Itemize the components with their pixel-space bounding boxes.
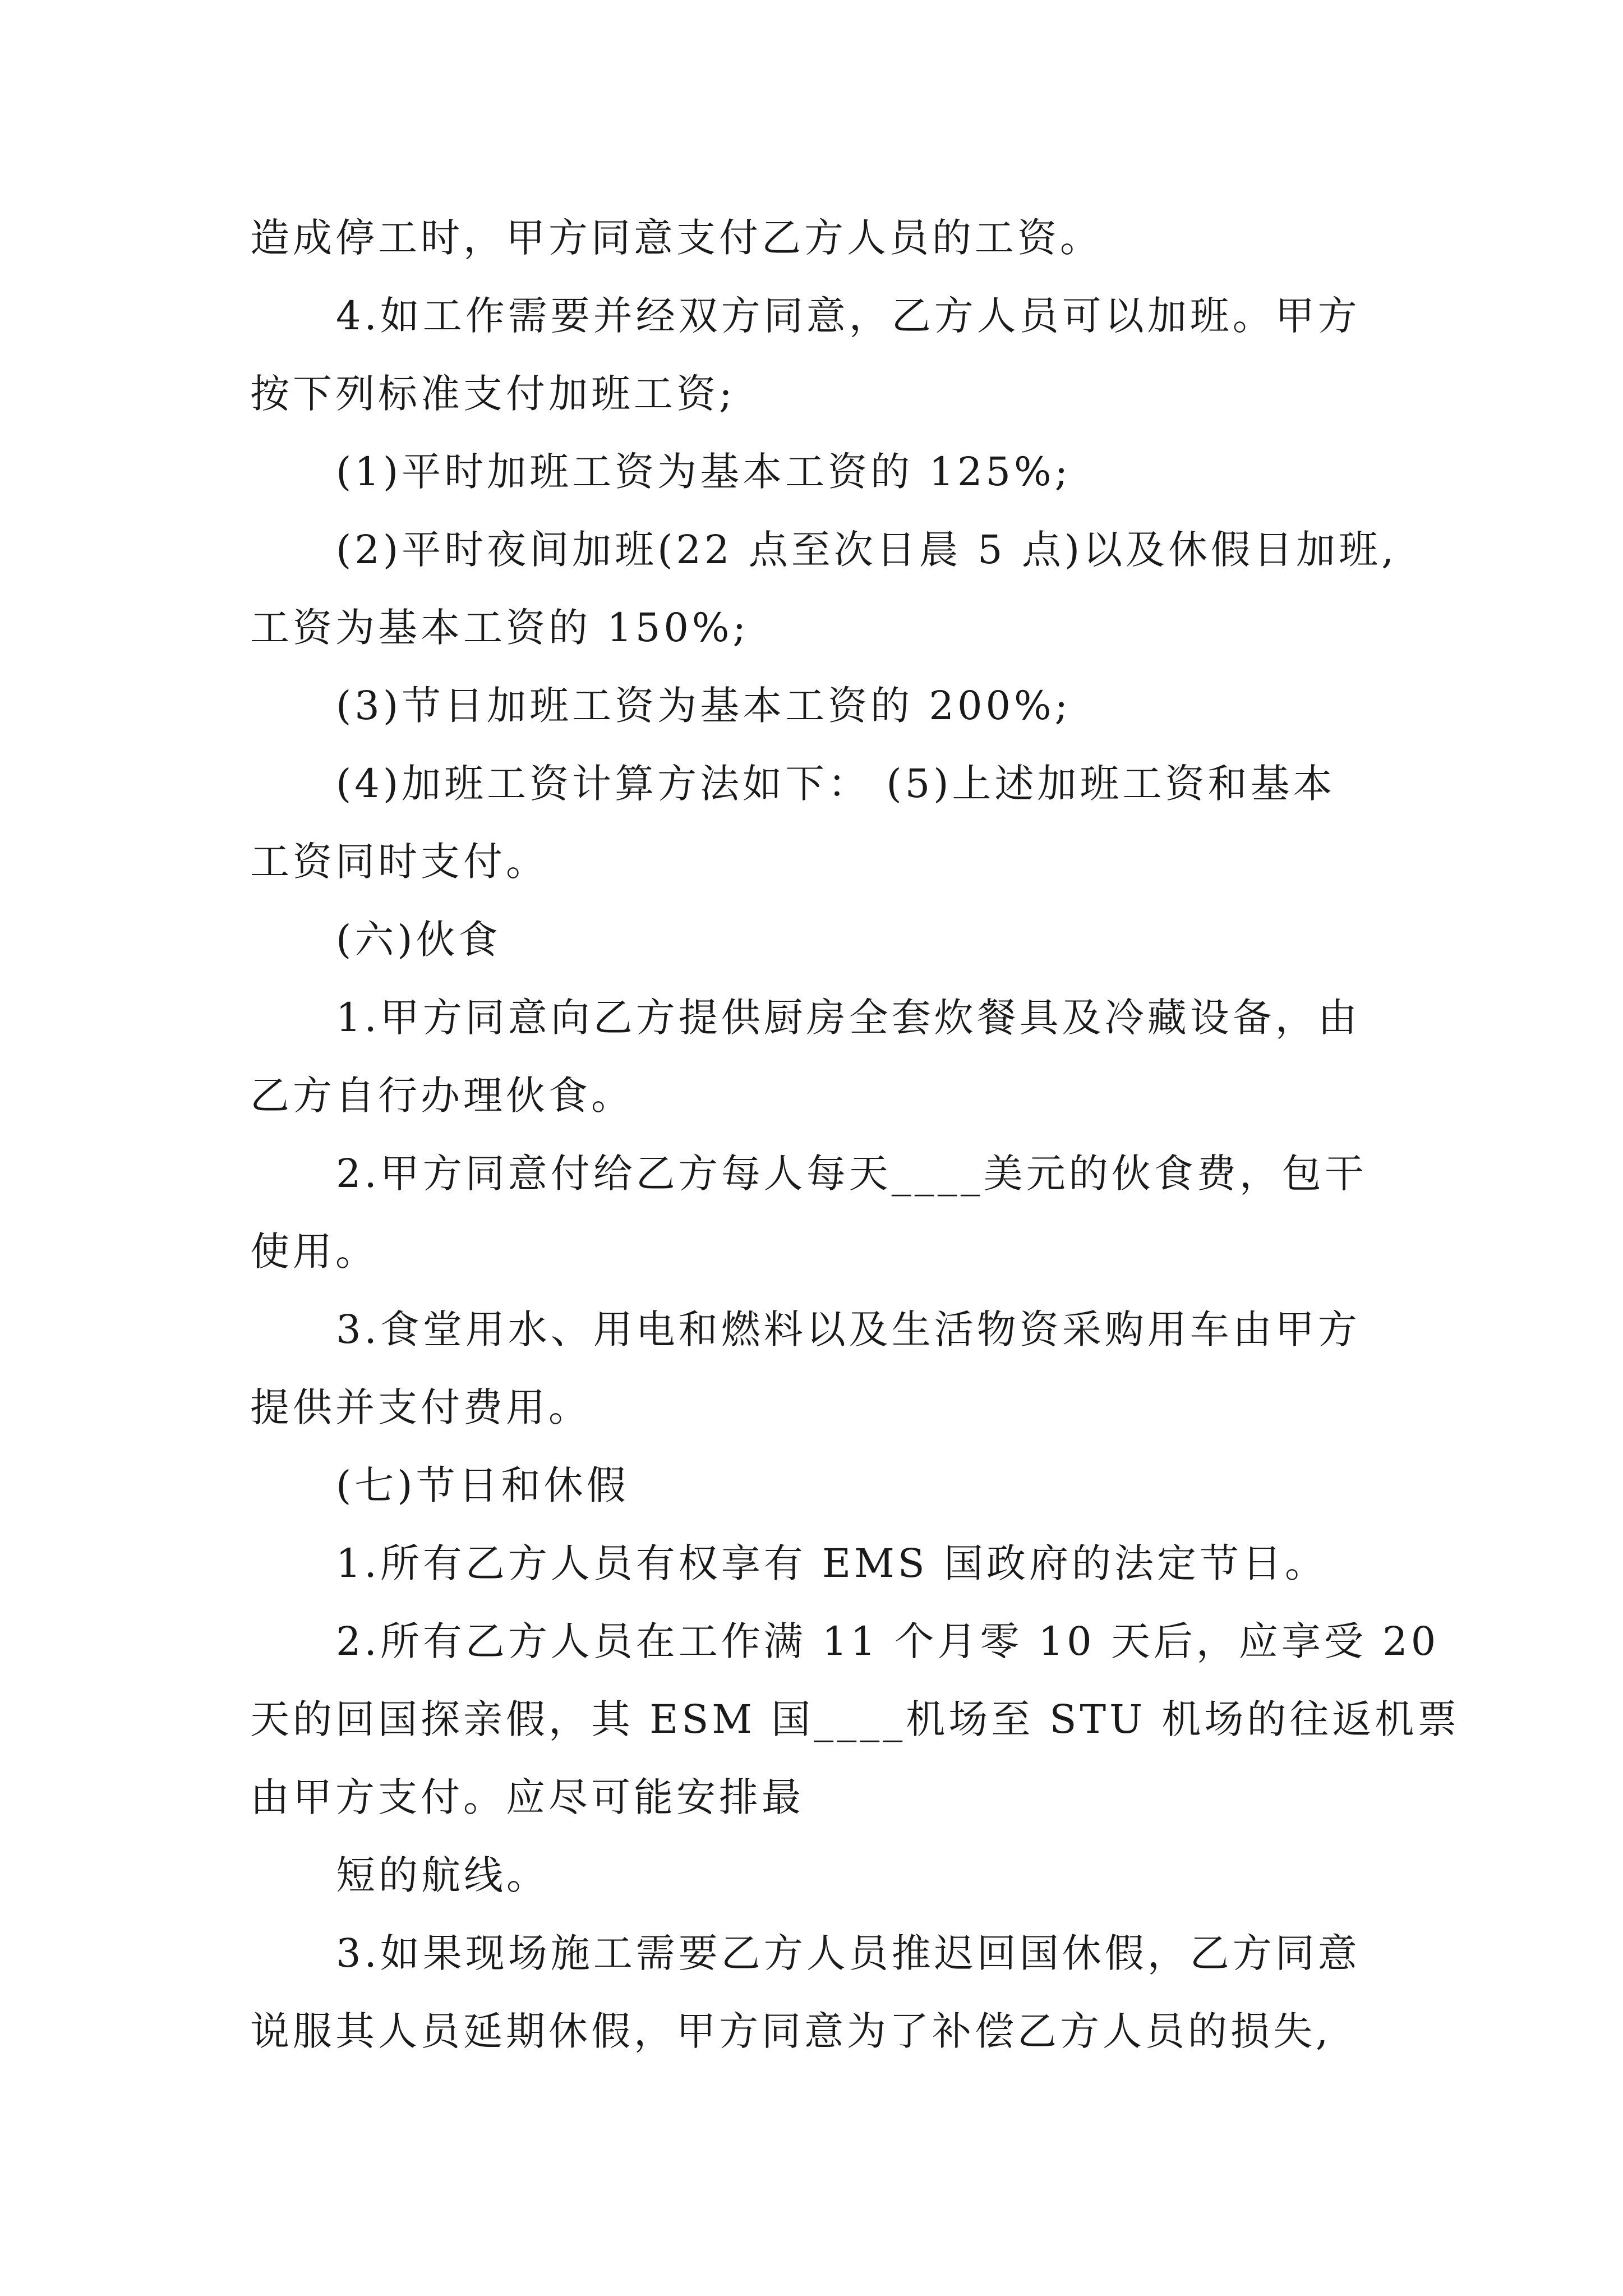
body-text [250, 199, 1460, 2070]
text-line: 3.食堂用水、用电和燃料以及生活物资采购用车由甲方 [336, 1306, 1361, 1352]
text-line: (七)节日和休假 [336, 1462, 629, 1508]
text-line: 按下列标准支付加班工资; [250, 371, 736, 417]
text-line: 4.如工作需要并经双方同意，乙方人员可以加班。甲方 [336, 293, 1361, 339]
text-line: 乙方自行办理伙食。 [250, 1073, 634, 1119]
text-line: 2.所有乙方人员在工作满 11 个月零 10 天后，应享受 20 [336, 1618, 1440, 1664]
text-line: 使用。 [250, 1228, 378, 1274]
text-line: 3.如果现场施工需要乙方人员推迟回国休假，乙方同意 [336, 1930, 1361, 1976]
text-line: 造成停工时，甲方同意支付乙方人员的工资。 [250, 215, 1103, 261]
text-line: 工资为基本工资的 150%; [250, 605, 749, 651]
text-line: 短的航线。 [336, 1852, 549, 1898]
text-line: (1)平时加班工资为基本工资的 125%; [336, 449, 1072, 495]
text-line: 2.甲方同意付给乙方每人每天____美元的伙食费，包干 [336, 1151, 1367, 1197]
text-line: 提供并支付费用。 [250, 1384, 591, 1430]
text-line: 1.甲方同意向乙方提供厨房全套炊餐具及冷藏设备，由 [336, 995, 1361, 1041]
text-line: 天的回国探亲假，其 ESM 国____机场至 STU 机场的往返机票 [250, 1696, 1460, 1742]
text-line: (2)平时夜间加班(22 点至次日晨 5 点)以及休假日加班, [336, 527, 1398, 573]
text-line: (3)节日加班工资为基本工资的 200%; [336, 683, 1072, 729]
text-line: 1.所有乙方人员有权享有 EMS 国政府的法定节日。 [336, 1540, 1328, 1586]
text-line: (4)加班工资计算方法如下： (5)上述加班工资和基本 [336, 761, 1336, 807]
text-line: 由甲方支付。应尽可能安排最 [250, 1774, 804, 1820]
text-line: 工资同时支付。 [250, 839, 548, 885]
text-line: (六)伙食 [336, 917, 501, 963]
text-line: 说服其人员延期休假，甲方同意为了补偿乙方人员的损失, [250, 2008, 1332, 2054]
